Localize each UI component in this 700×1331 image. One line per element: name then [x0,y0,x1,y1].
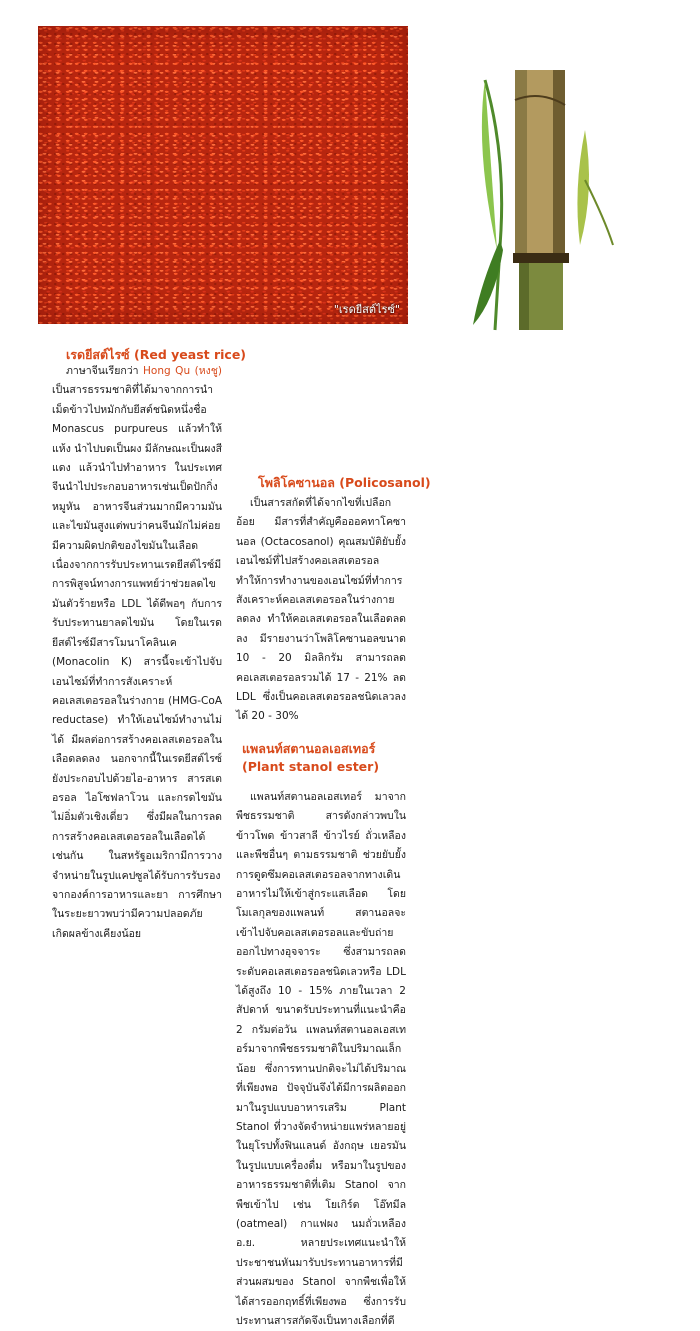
column-1 [52,362,222,944]
red-yeast-rice-heading: เรดยีสต์ไรซ์ (Red yeast rice) [66,347,247,362]
photo-caption: "เรดยีสต์ไรซ์" [333,303,400,316]
red-yeast-rice-photo [38,26,408,324]
red-yeast-rice-paragraph [52,362,222,944]
hong-qu-highlight: Hong Qu (หงชู) [143,365,222,377]
plant-stanol-column-a [236,788,406,1327]
plant-stanol-paragraph: แพลนท์สตานอลเอสเทอร์ มาจากพืชธรรมชาติ สารดังกล่าวพบในข้าวโพด ข้าวสาลี ข้าวไรย์ ถั่วเหลือง และพืชอื่นๆ ตามธรรมชาติ ช่วยยับยั้งการดูดซึมคอเลสเตอรอลจากทางเดินอาหารไม่ให้เข้าสู่กระแสเลือด โดยโมเลกุลของแพลนท์ สตานอลจะเข้าไปจับคอเลสเตอรอลและขับถ่ายออกไปทางอุจจาระ ซึ่งสามารถลดระดับคอเลสเตอรอลชนิดเลวหรือ LDL ได้สูงถึง 10 - 15% ภายในเวลา 2 สัปดาห์ ขนาดรับประทานที่แนะนำคือ 2 กรัมต่อวัน แพลนท์สตานอลเอสเทอร์มาจากพืชธรรมชาติในปริมาณเล็กน้อย ซึ่งการทานปกติจะไม่ได้ปริมาณที่เพียงพอ ปัจจุบันจึงได้มีการผลิตออกมาในรูปแบบอาหารเสริม Plant Stanol ที่วางจัดจำหน่ายแพร่หลายอยู่ในยุโรปทั้งฟินแลนด์ อังกฤษ เยอรมันในรูปแบบเครื่องดื่ม หรือมาในรูปของอาหารธรรมชาติที่เติม Stanol จากพืชเข้าไป เช่น โยเกิร์ต โอ๊ทมีล (oatmeal) กาแฟผง นมถั่วเหลือง อ.ย. หลายประเทศแนะนำให้ประชาชนหันมารับประทานอาหารที่มีส่วนผสมของ Stanol จากพืชเพื่อให้ได้สารออกฤทธิ์ที่เพียงพอ ซึ่งการรับประทานสารสกัดจึงเป็นทางเลือกที่ดี [236,791,406,1327]
intro-text: ภาษาจีนเรียกว่า [66,365,144,377]
policosanol-paragraph: เป็นสารสกัดที่ได้จากไขที่เปลือกอ้อย มีสารที่สำคัญคือออคทาโคซานอล (Octacosanol) คุณสมบัติยับยั้งเอนไซม์ที่ไปสร้างคอเลสเตอรอล ทำให้การทำงานของเอนไซม์ที่ทำการสังเคราะห์คอเลสเตอรอลในร่างกายลดลง ทำให้คอเลสเตอรอลในเลือดลดลง มีรายงานว่าโพลิโคซานอลขนาด 10 - 20 มิลลิกรัม สามารถลดคอเลสเตอรอลรวมได้ 17 - 21% ลด LDL ซึ่งเป็นคอเลสเตอรอลชนิดเลวลงได้ 20 - 30% [236,497,406,723]
policosanol-heading: โพลิโคซานอล (Policosanol) [258,475,431,490]
policosanol-column [236,494,406,727]
red-yeast-rice-body: เป็นสารธรรมชาติที่ได้มาจากการนำเม็ดข้าวไปหมักกับยีสต์ชนิดหนึ่งชื่อ Monascus purpureus แล้วทำให้แห้ง นำไปบดเป็นผง มีลักษณะเป็นผงสีแดง แล้วนำไปทำอาหาร ในประเทศจีนนำไปประกอบอาหารเช่นเป็ดปักกิ่ง หมูหัน อาหารจีนส่วนมากมีความมันและไขมันสูงแต่พบว่าคนจีนมักไม่ค่อยมีความผิดปกติของไขมันในเลือดเนื่องจากการรับประทานเรดยีสต์ไรซ์มีการพิสูจน์ทางการแพทย์ว่าช่วยลดไขมันตัวร้ายหรือ LDL ได้ดีพอๆ กับการรับประทานยาลดไขมัน โดยในเรดยีสต์ไรซ์มีสารโมนาโคลินเค (Monacolin K) สารนี้จะเข้าไปจับเอนไซม์ที่ทำการสังเคราะห์คอเลสเตอรอลในร่างกาย (HMG-CoA reductase) ทำให้เอนไซม์ทำงานไม่ได้ มีผลต่อการสร้างคอเลสเตอรอลในเลือดลดลง นอกจากนี้ในเรดยีสต์ไรซ์ยังประกอบไปด้วยไอ-อาหาร สารสเตอรอล ไอโซฟลาโวน และกรดไขมันไม่อิ่มตัวเชิงเดี่ยว ซึ่งมีผลในการลดการสร้างคอเลสเตอรอลในเลือดได้เช่นกัน ในสหรัฐอเมริกามีการวางจำหน่ายในรูปแคปซูลได้รับการรับรองจากองค์การอาหารและยา การศึกษาในระยะยาวพบว่ามีความปลอดภัย เกิดผลข้างเคียงน้อย [52,384,222,940]
bamboo-illustration [445,70,625,330]
plant-stanol-heading: แพลนท์สตานอลเอสเทอร์ (Plant stanol ester) [242,741,380,774]
